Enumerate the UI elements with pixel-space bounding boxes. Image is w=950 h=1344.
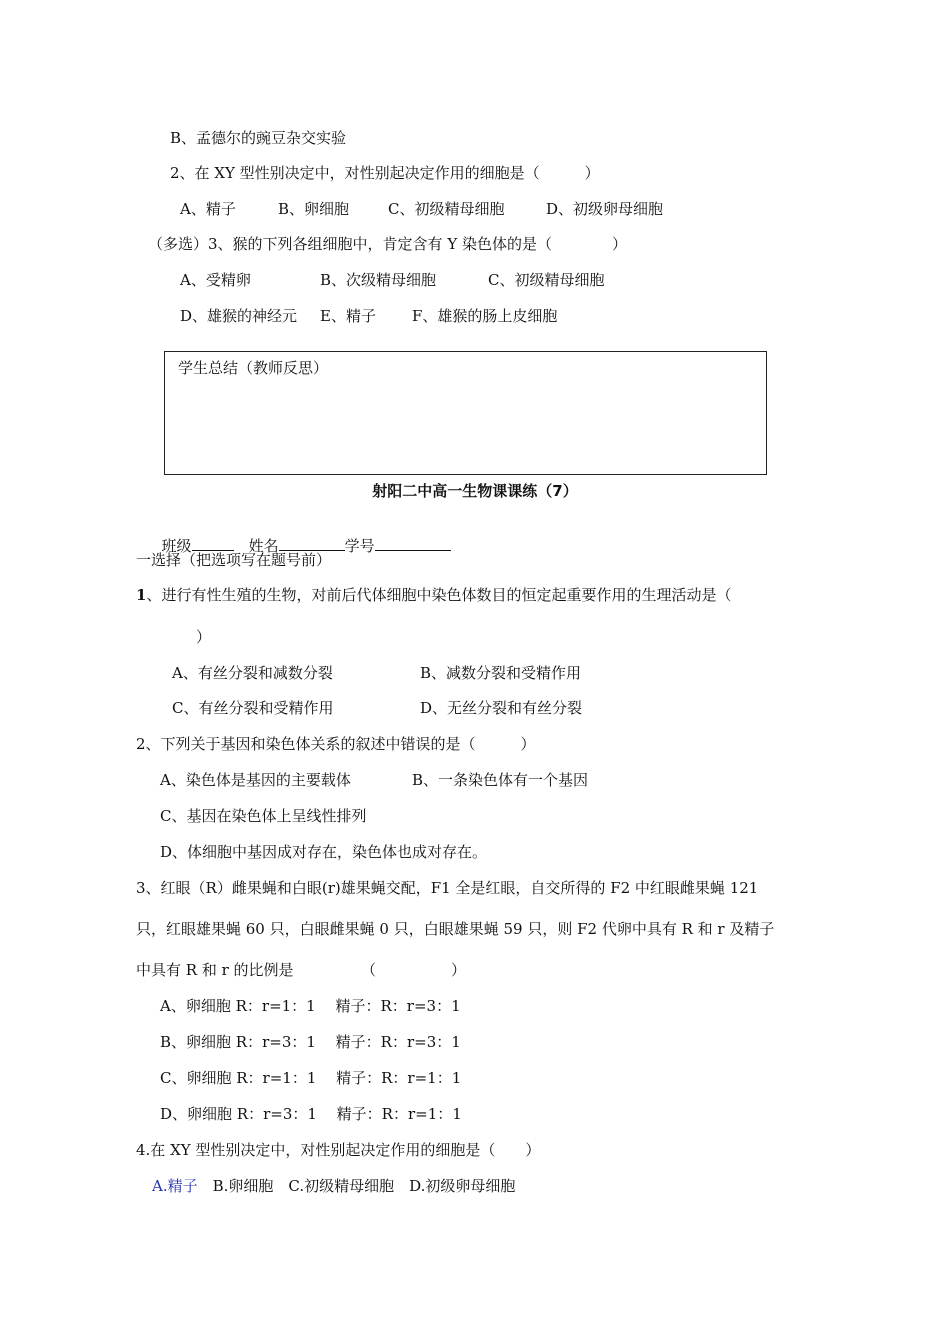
q3b-option-b: B、卵细胞 R：r=3：1 精子：R：r=3：1	[160, 1033, 461, 1051]
q2b-option-b: B、一条染色体有一个基因	[412, 771, 589, 789]
page-title: 射阳二中高一生物课课练（7）	[372, 482, 578, 500]
q4-option-a-answer: A.精子	[152, 1177, 198, 1195]
question-3-line-1: 3、红眼（R）雌果蝇和白眼(r)雄果蝇交配，F1 全是红眼，自交所得的 F2 中红眼雌果蝇 121	[136, 879, 759, 897]
q1-continuation: ）	[196, 628, 212, 646]
q2-option-c: C、初级精母细胞	[388, 200, 505, 218]
question-2: 2、下列关于基因和染色体关系的叙述中错误的是（ ）	[136, 735, 536, 753]
q3b-option-c: C、卵细胞 R：r=1：1 精子：R：r=1：1	[160, 1069, 462, 1087]
q3-option-a: A、受精卵	[180, 271, 251, 289]
q2-option-a: A、精子	[180, 200, 236, 218]
question-4: 4.在 XY 型性别决定中，对性别起决定作用的细胞是（ ）	[136, 1141, 541, 1159]
q4-options	[152, 1176, 515, 1196]
q3-option-c: C、初级精母细胞	[488, 271, 605, 289]
question-3-top: （多选）3、猴的下列各组细胞中，肯定含有 Y 染色体的是（ ）	[148, 235, 627, 253]
student-summary-box[interactable]	[164, 351, 767, 475]
name-label: 姓名	[248, 537, 279, 555]
q3-option-e: E、精子	[320, 307, 376, 325]
q3b-option-a: A、卵细胞 R：r=1：1 精子：R：r=3：1	[160, 997, 461, 1015]
q1-text: 、进行有性生殖的生物，对前后代体细胞中染色体数目的恒定起重要作用的生理活动是（	[146, 586, 732, 604]
q2-option-d: D、初级卵母细胞	[546, 200, 664, 218]
id-field[interactable]	[375, 536, 451, 551]
summary-box-label: 学生总结（教师反思）	[178, 359, 329, 377]
question-3-line-3: 中具有 R 和 r 的比例是 （ ）	[136, 961, 467, 979]
q3b-option-d: D、卵细胞 R：r=3：1 精子：R：r=1：1	[160, 1105, 462, 1123]
id-label: 学号	[344, 537, 375, 555]
question-2-top: 2、在 XY 型性别决定中，对性别起决定作用的细胞是（ ）	[170, 164, 600, 182]
q3-option-b: B、次级精母细胞	[320, 271, 437, 289]
q2-option-b: B、卵细胞	[278, 200, 350, 218]
q1-option-c: C、有丝分裂和受精作用	[172, 699, 334, 717]
q4-options-rest: B.卵细胞 C.初级精母细胞 D.初级卵母细胞	[212, 1177, 516, 1195]
option-b-mendel: B、孟德尔的豌豆杂交实验	[170, 129, 347, 147]
class-field[interactable]	[192, 536, 234, 551]
q2b-option-a: A、染色体是基因的主要载体	[160, 771, 351, 789]
q1-option-a: A、有丝分裂和减数分裂	[172, 664, 333, 682]
q2b-option-c: C、基因在染色体上呈线性排列	[160, 807, 367, 825]
question-1	[136, 585, 731, 605]
q1-option-d: D、无丝分裂和有丝分裂	[420, 699, 583, 717]
name-field[interactable]	[279, 536, 345, 551]
section-instruction: 一选择（把选项写在题号前）	[136, 551, 332, 569]
q2b-option-d: D、体细胞中基因成对存在，染色体也成对存在。	[160, 843, 488, 861]
q1-option-b: B、减数分裂和受精作用	[420, 664, 582, 682]
class-label: 班级	[161, 537, 192, 555]
q3-option-f: F、雄猴的肠上皮细胞	[412, 307, 558, 325]
q3-option-d: D、雄猴的神经元	[180, 307, 298, 325]
question-3-line-2: 只，红眼雄果蝇 60 只，白眼雌果蝇 0 只，白眼雄果蝇 59 只，则 F2 代卵中具有 R 和 r 及精子	[136, 920, 775, 938]
q1-number: 1	[136, 586, 147, 604]
